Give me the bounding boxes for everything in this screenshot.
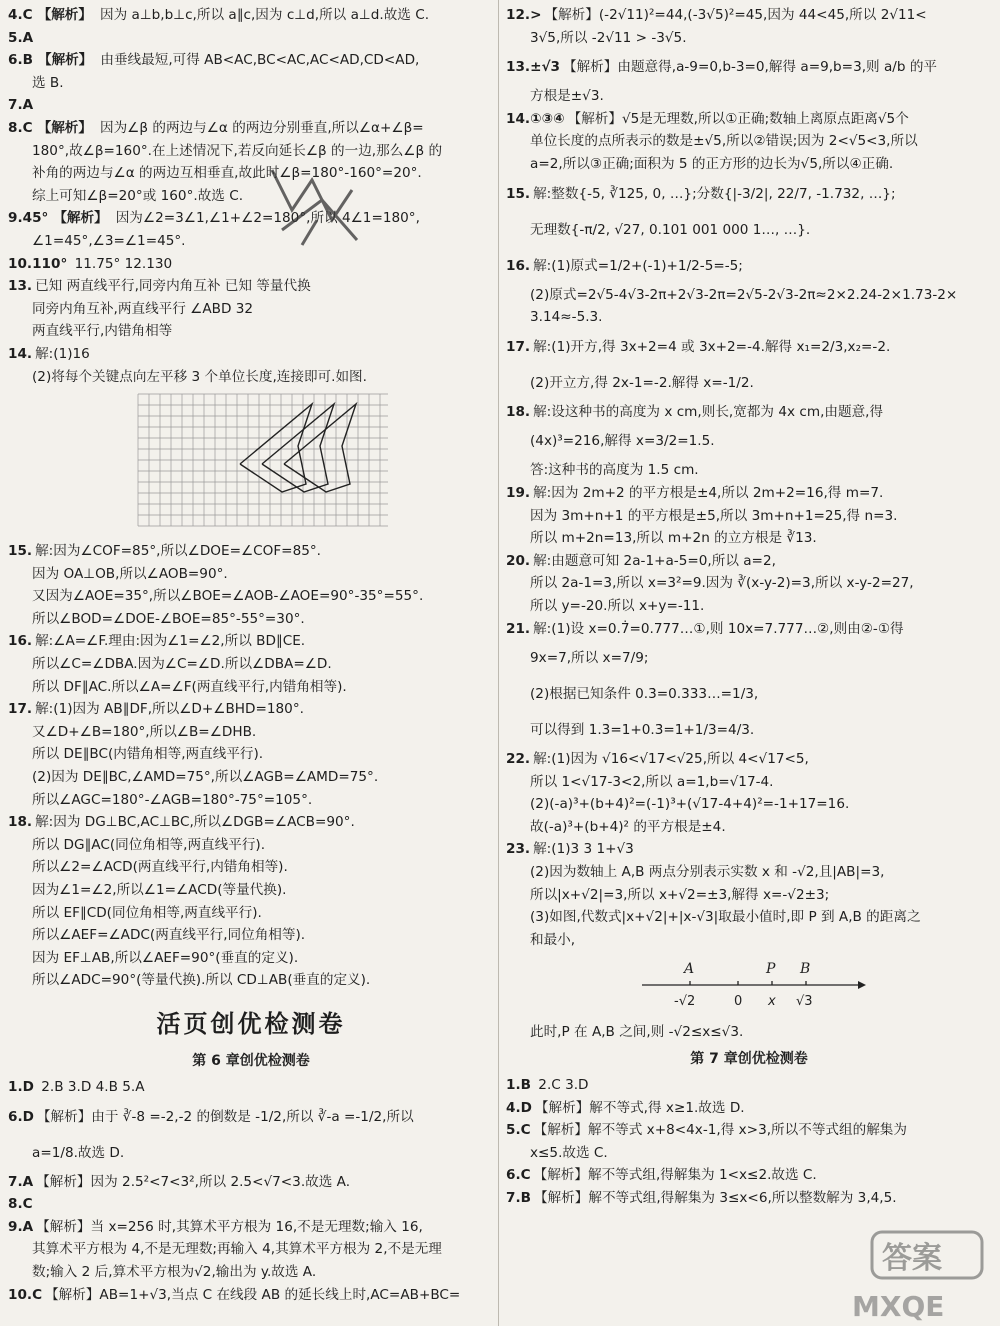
answer-text: x≤5.故选 C. <box>530 1144 608 1161</box>
right-line <box>506 771 992 794</box>
answer-text: 方根是±√3. <box>530 88 604 105</box>
right-line <box>506 550 992 573</box>
question-number: 5.C <box>506 1122 531 1139</box>
analysis-tag: 【解析】 <box>53 210 108 227</box>
answer-text: 【解析】由题意得,a-9=0,b-3=0,解得 a=9,b=3,则 a/b 的平 <box>563 59 938 76</box>
answer-block-chapter7 <box>506 1074 992 1210</box>
answer-text: 因为 OA⊥OB,所以∠AOB=90°. <box>32 565 228 582</box>
answer-text: 所以 m+2n=13,所以 m+2n 的立方根是 ∛13. <box>530 530 817 547</box>
tick-zero: 0 <box>734 994 743 1010</box>
answer-text: 解:因为 DG⊥BC,AC⊥BC,所以∠DGB=∠ACB=90°. <box>35 814 355 831</box>
left-line <box>8 924 494 947</box>
right-line <box>506 861 992 884</box>
question-number: 6.C <box>506 1167 531 1184</box>
right-line <box>506 329 992 365</box>
answer-text: 由垂线最短,可得 AB<AC,BC<AC,AC<AD,CD<AD, <box>100 52 420 69</box>
answer-text: 解:整数{-5, ∛125, 0, …};分数{|-3/2|, 22/7, -1.732, …}; <box>533 185 896 202</box>
answer-text: 又因为∠AOE=35°,所以∠BOE=∠AOB-∠AOE=90°-35°=55°. <box>32 588 424 605</box>
left-line <box>8 1135 494 1171</box>
analysis-tag: 【解析】 <box>37 7 92 23</box>
answer-text: 【解析】因为 2.5²<7<3²,所以 2.5<√7<3.故选 A. <box>36 1173 351 1190</box>
left-line <box>8 1216 494 1239</box>
right-line <box>506 153 992 176</box>
left-line <box>8 162 494 185</box>
answer-text: 解:设这种书的高度为 x cm,则长,宽都为 4x cm,由题意,得 <box>533 403 884 420</box>
question-number: 21. <box>506 620 531 637</box>
answer-text: 已知 两直线平行,同旁内角互补 已知 等量代换 <box>35 278 311 295</box>
watermark-logo <box>832 1226 998 1326</box>
handwritten-stamp <box>262 150 372 260</box>
right-line <box>506 176 992 212</box>
answer-text: 【解析】√5是无理数,所以①正确;数轴上离原点距离√5个 <box>567 110 909 127</box>
question-number: 16. <box>8 633 33 650</box>
right-line <box>506 212 992 248</box>
right-line <box>506 284 992 307</box>
answer-text: 11.75° 12.130 <box>70 255 173 272</box>
answer-text: 【解析】解不等式组,得解集为 3≤x<6,所以整数解为 3,4,5. <box>533 1190 897 1206</box>
right-column <box>506 4 992 1210</box>
left-line <box>8 789 494 812</box>
answer-text: 解:∠A=∠F.理由:因为∠1=∠2,所以 BD∥CE. <box>35 633 306 650</box>
section-title: 活页创优检测卷 <box>156 1008 346 1038</box>
answer-text: (2)开立方,得 2x-1=-2.解得 x=-1/2. <box>530 374 754 391</box>
answer-text: 3√5,所以 -2√11 > -3√5. <box>530 29 687 46</box>
right-line <box>506 929 992 952</box>
question-number: 6.B <box>8 52 33 69</box>
answer-text: 解:(1)16 <box>35 345 90 362</box>
left-line <box>8 1171 494 1194</box>
left-line <box>8 856 494 879</box>
right-line <box>506 1097 992 1120</box>
right-line <box>506 1187 992 1210</box>
answer-text: 数;输入 2 后,算术平方根为√2,输出为 y.故选 A. <box>32 1263 317 1280</box>
chapter7-title: 第 7 章创优检测卷 <box>690 1051 808 1068</box>
svg-text:MXQE: MXQE <box>852 1290 945 1323</box>
answer-text: 因为∠1=∠2,所以∠1=∠ACD(等量代换). <box>32 882 287 898</box>
answer-text: 解:(1)3 3 1+√3 <box>533 841 634 858</box>
tick-x: x <box>768 994 776 1010</box>
chapter6-title: 第 6 章创优检测卷 <box>192 1052 310 1069</box>
point-p-label: P <box>766 961 776 978</box>
answer-text: 答:这种书的高度为 1.5 cm. <box>530 462 699 479</box>
answer-text: 9x=7,所以 x=7/9; <box>530 650 649 667</box>
answer-text: 所以 2a-1=3,所以 x=3²=9.因为 ∛(x-y-2)=3,所以 x-y-2=27, <box>530 575 914 592</box>
right-line <box>506 248 992 284</box>
left-line <box>8 608 494 631</box>
answer-text: 单位长度的点所表示的数是±√5,所以②错误;因为 2<√5<3,所以 <box>530 133 918 150</box>
right-line <box>506 595 992 618</box>
answer-text: 和最小, <box>530 931 576 948</box>
answer-text: 所以 DG∥AC(同位角相等,两直线平行). <box>32 836 266 853</box>
right-line <box>506 401 992 424</box>
right-line <box>506 27 992 50</box>
answer-text: 补角的两边与∠α 的两边互相垂直,故此时∠β=180°-160°=20°. <box>32 165 422 182</box>
right-line <box>506 49 992 85</box>
question-number: 14. <box>8 345 33 362</box>
point-b-label: B <box>800 961 811 978</box>
number-line-svg <box>636 951 866 1017</box>
right-line <box>506 505 992 528</box>
right-line <box>506 884 992 907</box>
answer-text: 解:(1)开方,得 3x+2=4 或 3x+2=-4.解得 x₁=2/3,x₂=-2. <box>533 338 891 355</box>
right-line <box>506 482 992 505</box>
point-a-label: A <box>684 961 695 978</box>
left-line <box>8 343 494 366</box>
left-line <box>8 969 494 992</box>
left-line <box>8 653 494 676</box>
answer-text: 其算术平方根为 4,不是无理数;再输入 4,其算术平方根为 2,不是无理 <box>32 1241 442 1258</box>
question-number: 12.> <box>506 7 542 23</box>
left-line <box>8 320 494 343</box>
right-line <box>506 676 992 712</box>
left-line <box>8 94 494 117</box>
answer-text: (2)因为数轴上 A,B 两点分别表示实数 x 和 -√2,且|AB|=3, <box>530 864 885 881</box>
question-number: 7.B <box>506 1190 531 1206</box>
answer-text: 因为∠2=3∠1,∠1+∠2=180°,所以 4∠1=180°, <box>115 210 420 227</box>
answer-text: 解:由题意可知 2a-1+a-5=0,所以 a=2, <box>533 552 776 569</box>
answer-text: 解:因为 2m+2 的平方根是±4,所以 2m+2=16,得 m=7. <box>533 484 884 501</box>
answer-text: 所以∠2=∠ACD(两直线平行,内错角相等). <box>32 859 288 876</box>
answer-text: 同旁内角互补,两直线平行 ∠ABD 32 <box>32 300 254 317</box>
right-line <box>506 85 992 108</box>
right-line <box>506 712 992 748</box>
right-line <box>506 640 992 676</box>
left-line <box>8 1284 494 1307</box>
answer-text: 解:因为∠COF=85°,所以∠DOE=∠COF=85°. <box>35 543 321 560</box>
answer-text: (4x)³=216,解得 x=3/2=1.5. <box>530 433 715 450</box>
right-line <box>506 618 992 641</box>
answer-text: 因为 EF⊥AB,所以∠AEF=90°(垂直的定义). <box>32 949 299 966</box>
right-line <box>506 1142 992 1165</box>
answer-text: 2.C 3.D <box>533 1077 589 1094</box>
answer-text: 【解析】当 x=256 时,其算术平方根为 16,不是无理数;输入 16, <box>36 1218 423 1235</box>
right-line <box>506 1164 992 1187</box>
tick-sqrt3: √3 <box>796 994 813 1010</box>
question-number: 15. <box>506 185 531 202</box>
left-line <box>8 947 494 970</box>
answer-text: 所以∠BOD=∠DOE-∠BOE=85°-55°=30°. <box>32 610 305 627</box>
answer-text: (2)(-a)³+(b+4)²=(-1)³+(√17-4+4)²=-1+17=16. <box>530 796 850 813</box>
answer-text: 故(-a)³+(b+4)² 的平方根是±4. <box>530 818 726 835</box>
left-line <box>8 207 494 230</box>
number-line-figure <box>506 951 992 1021</box>
right-line <box>506 4 992 27</box>
answer-text: 【解析】解不等式,得 x≥1.故选 D. <box>534 1099 745 1116</box>
answer-text: 所以 1<√17-3<2,所以 a=1,b=√17-4. <box>530 773 774 790</box>
left-line <box>8 27 494 50</box>
answer-text: 因为 3m+n+1 的平方根是±5,所以 3m+n+1=25,得 n=3. <box>530 507 898 524</box>
answer-text: 所以 EF∥CD(同位角相等,两直线平行). <box>32 904 262 921</box>
answer-text: (2)根据已知条件 0.3̇=0.333…=1/3, <box>530 686 759 703</box>
answer-text: 【解析】解不等式 x+8<4x-1,得 x>3,所以不等式组的解集为 <box>533 1122 907 1139</box>
tick-neg-sqrt2: -√2 <box>674 994 696 1010</box>
question-number: 1.B <box>506 1077 531 1094</box>
left-line <box>8 698 494 721</box>
answer-text: 所以∠C=∠DBA.因为∠C=∠D.所以∠DBA=∠D. <box>32 656 332 673</box>
question-number: 19. <box>506 484 531 501</box>
left-line <box>8 298 494 321</box>
answer-text: 无理数{-π/2, √27, 0.101 001 000 1…, …}. <box>530 221 811 238</box>
left-line <box>8 721 494 744</box>
answer-text: ∠1=45°,∠3=∠1=45°. <box>32 232 186 249</box>
answer-text: 所以∠AGC=180°-∠AGB=180°-75°=105°. <box>32 791 313 808</box>
left-line <box>8 540 494 563</box>
svg-text:答案: 答案 <box>882 1241 942 1276</box>
answer-text: 所以 y=-20.所以 x+y=-11. <box>530 597 705 614</box>
answer-text: 所以∠ADC=90°(等量代换).所以 CD⊥AB(垂直的定义). <box>32 972 371 989</box>
question-number: 16. <box>506 257 531 274</box>
question-number: 8.C <box>8 1196 33 1213</box>
question-number: 13.±√3 <box>506 59 560 76</box>
answer-text: (2)因为 DE∥BC,∠AMD=75°,所以∠AGB=∠AMD=75°. <box>32 769 379 786</box>
answer-text: 此时,P 在 A,B 之间,则 -√2≤x≤√3. <box>530 1024 744 1041</box>
question-number: 6.D <box>8 1108 34 1125</box>
left-line <box>8 117 494 140</box>
right-line <box>506 130 992 153</box>
right-line <box>506 838 992 861</box>
left-column <box>8 4 494 1306</box>
answer-text: 综上可知∠β=20°或 160°.故选 C. <box>32 187 244 204</box>
left-line <box>8 1261 494 1284</box>
question-number: 17. <box>8 701 33 718</box>
answer-text: 因为 a⊥b,b⊥c,所以 a∥c,因为 c⊥d,所以 a⊥d.故选 C. <box>99 7 430 23</box>
answer-text: (2)将每个关键点向左平移 3 个单位长度,连接即可.如图. <box>32 368 367 385</box>
left-line <box>8 4 494 27</box>
left-line <box>8 630 494 653</box>
right-line <box>506 816 992 839</box>
right-line <box>506 748 992 771</box>
answer-text: a=2,所以③正确;面积为 5 的正方形的边长为√5,所以④正确. <box>530 155 894 172</box>
question-number: 9.45° <box>8 210 49 227</box>
question-number: 7.A <box>8 1173 34 1190</box>
answer-block-chapter6 <box>8 1076 494 1306</box>
question-number: 10.110° <box>8 255 68 272</box>
left-line <box>8 140 494 163</box>
question-number: 22. <box>506 751 531 768</box>
answer-block-chapter6-cont <box>506 4 992 951</box>
answer-text: 可以得到 1.3̇=1+0.3̇=1+1/3=4/3. <box>530 722 755 739</box>
question-number: 14.①③④ <box>506 110 565 127</box>
answer-text: 【解析】由于 ∛-8 =-2,-2 的倒数是 -1/2,所以 ∛-a =-1/2,所以 <box>36 1108 414 1125</box>
question-number: 18. <box>8 814 33 831</box>
right-line <box>506 306 992 329</box>
left-line <box>8 585 494 608</box>
right-line <box>506 423 992 459</box>
answer-text: 所以∠AEF=∠ADC(两直线平行,同位角相等). <box>32 927 306 944</box>
left-line <box>8 743 494 766</box>
right-line <box>506 527 992 550</box>
analysis-tag: 【解析】 <box>37 52 93 69</box>
answer-text: 解:(1)设 x=0.7̇=0.777…①,则 10x=7.777…②,则由②-①得 <box>533 620 904 637</box>
question-number: 13. <box>8 278 33 295</box>
answer-text: (3)如图,代数式|x+√2|+|x-√3|取最小值时,即 P 到 A,B 的距离之 <box>530 909 921 926</box>
column-divider <box>498 0 499 1326</box>
answer-block-proofs <box>8 540 494 992</box>
right-line <box>506 793 992 816</box>
answer-text: 两直线平行,内错角相等 <box>32 323 173 340</box>
question-number: 1.D <box>8 1078 34 1095</box>
answer-text: 所以 DE∥BC(内错角相等,两直线平行). <box>32 746 264 763</box>
answer-text: 又∠D+∠B=180°,所以∠B=∠DHB. <box>32 723 257 740</box>
right-line <box>506 906 992 929</box>
right-line <box>506 1119 992 1142</box>
answer-text: 【解析】解不等式组,得解集为 1<x≤2.故选 C. <box>533 1167 817 1184</box>
right-line <box>506 572 992 595</box>
left-line <box>8 676 494 699</box>
question-number: 15. <box>8 543 33 560</box>
left-line <box>8 185 494 208</box>
question-number: 9.A <box>8 1218 34 1235</box>
left-line <box>8 766 494 789</box>
answer-text: 解:(1)因为 √16<√17<√25,所以 4<√17<5, <box>533 751 809 768</box>
analysis-tag: 【解析】 <box>37 119 92 136</box>
left-line <box>8 1193 494 1216</box>
right-line <box>506 459 992 482</box>
grid-figure-svg <box>132 392 388 532</box>
left-line <box>8 563 494 586</box>
left-line <box>8 230 494 253</box>
left-line <box>8 902 494 925</box>
answer-text: 选 B. <box>32 74 64 91</box>
answer-text: 180°,故∠β=160°.在上述情况下,若反向延长∠β 的一边,那么∠β 的 <box>32 142 443 159</box>
left-line <box>8 275 494 298</box>
answer-text: 所以|x+√2|=3,所以 x+√2=±3,解得 x=-√2±3; <box>530 886 830 903</box>
left-line <box>8 811 494 834</box>
right-line <box>506 1021 992 1044</box>
right-line <box>506 108 992 131</box>
question-number: 10.C <box>8 1286 43 1303</box>
question-number: 23. <box>506 841 531 858</box>
left-line <box>8 72 494 95</box>
question-number: 7.A <box>8 97 34 114</box>
answer-block-chapter5 <box>8 4 494 388</box>
answer-text: 【解析】AB=1+√3,当点 C 在线段 AB 的延长线上时,AC=AB+BC= <box>45 1286 461 1303</box>
left-line <box>8 49 494 72</box>
answer-text: 因为∠β 的两边与∠α 的两边分别垂直,所以∠α+∠β= <box>99 119 424 136</box>
question-number: 4.C <box>8 7 33 23</box>
answer-text: 所以 DF∥AC.所以∠A=∠F(两直线平行,内错角相等). <box>32 678 347 695</box>
question-number: 8.C <box>8 119 33 136</box>
left-line <box>8 879 494 902</box>
answer-block-23-end <box>506 1021 992 1044</box>
question-number: 18. <box>506 403 531 420</box>
answer-text: 解:(1)因为 AB∥DF,所以∠D+∠BHD=180°. <box>35 701 304 718</box>
right-line <box>506 365 992 401</box>
answer-text: a=1/8.故选 D. <box>32 1144 125 1161</box>
left-line <box>8 1238 494 1261</box>
answer-text: 解:(1)原式=1/2+(-1)+1/2-5=-5; <box>533 257 743 274</box>
question-number: 20. <box>506 552 531 569</box>
question-number: 4.D <box>506 1099 532 1116</box>
question-number: 5.A <box>8 29 34 46</box>
left-line <box>8 366 494 389</box>
answer-text: 3.14≈-5.3. <box>530 309 603 326</box>
left-line <box>8 1099 494 1135</box>
right-line <box>506 1074 992 1097</box>
question-number: 17. <box>506 338 531 355</box>
answer-text: 【解析】(-2√11)²=44,(-3√5)²=45,因为 44<45,所以 2√11< <box>544 7 927 23</box>
answer-text: (2)原式=2√5-4√3-2π+2√3-2π=2√5-2√3-2π≈2×2.24-2×1.73-2× <box>530 286 958 303</box>
left-line <box>8 1076 494 1099</box>
left-line <box>8 834 494 857</box>
answer-text: 2.B 3.D 4.B 5.A <box>36 1078 145 1095</box>
left-line <box>8 253 494 276</box>
translation-grid-figure <box>8 388 494 540</box>
